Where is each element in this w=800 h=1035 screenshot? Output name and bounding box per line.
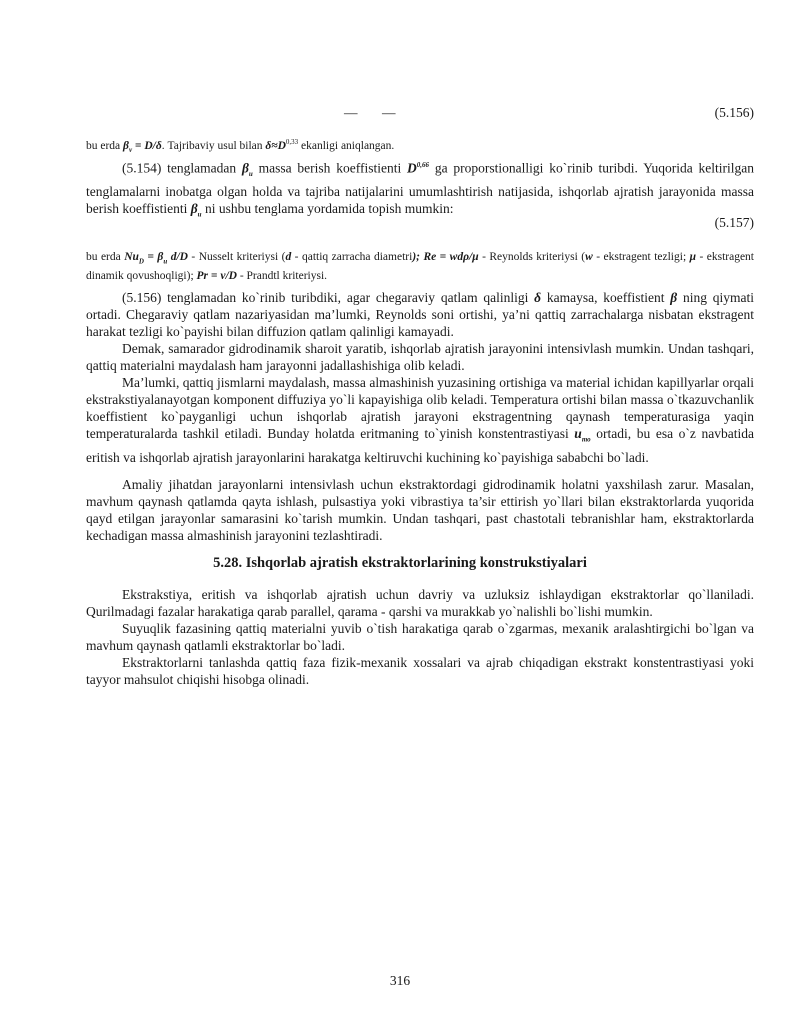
equation-5157 [86, 215, 754, 233]
paragraph-grinding: Ma’lumki, qattiq jismlarni maydalash, massa almashinish yuzasining ortishiga va material ichidan kapillyarlar orqali ekstrakstiyalanayotgan komponent diffuziya yo`li kapayishiga olib keladi. Temperatura ortishi bilan massa o`tkazuvchanlik koeffistient ko`payganligi uchun ishqorlab ajratish jarayoni ekstragentning qaynash temperaturasiga yaqin temperaturalarda tashkil etiladi. Bunday holatda eritmaning to`yinish konstentrastiyasi $u_{то}$ ortadi, bu esa o`z navbatida eritish va ishqorlab ajratish jarayonlarini harakatga keltiruvchi kuchining ko`payishiga sababchi bo`ladi. [86, 375, 754, 465]
section-heading: 5.28. Ishqorlab ajratish ekstraktorlarining konstrukstiyalari [213, 555, 587, 571]
equation-number: (5.156) [714, 105, 754, 120]
equation-dash: — [344, 105, 358, 120]
page-number: 316 [389, 973, 411, 988]
note-equation-5156: bu erda $\beta_\nu = D/\delta$. Tajribaviy usul bilan $\delta\approx D^{0,33}$ ekanligi aniqlangan. [86, 138, 395, 155]
equation-number: (5.157) [714, 215, 754, 230]
paragraph-intensification: Demak, samarador gidrodinamik sharoit yaratib, ishqorlab ajratish jarayonini intensivlash mumkin. Undan tashqari, qattiq materialni maydalash ham jarayonni jadallashishiga olib keladi. [86, 341, 754, 373]
note-equation-5157: bu erda $Nu_D = \beta_u$ d/D - Nusselt kriteriysi (d - qattiq zarracha diametri); Re = wdρ/μ - Reynolds kriteriysi (w - ekstragent tezligi; μ - ekstragent dinamik qovushoqligi); Pr = ν/D - Prandtl kriteriysi. [86, 251, 754, 283]
equation-dash: — [382, 105, 396, 120]
paragraph-selection: Ekstraktorlarni tanlashda qattiq faza fizik-mexanik xossalari va ajrab chiqadigan ekstrakt konstentrastiyasi yoki tayyor mahsulot chiqishi hisobga olinadi. [86, 655, 754, 687]
paragraph-extractors: Ekstrakstiya, eritish va ishqorlab ajratish uchun davriy va uzluksiz ishlaydigan ekstraktorlar qo`llaniladi. Qurilmadagi fazalar harakatiga qarab parallel, qarama - qarshi va murakkab yo`nalishli bo`lishi mumkin. [86, 587, 754, 619]
paragraph-hydrodynamics: Amaliy jihatdan jarayonlarni intensivlash uchun ekstraktordagi gidrodinamik holatni yaxshilash zarur. Masalan, mavhum qaynash qatlamda qayta ishlash, pulsastiya yoki vibrastiya ta’sir ettirish yo`llari bilan ekstraktorlarda yuqorida qayd etilgan jarayonlar samarasini ko`tarish mumkin. Undan tashqari, past chastotali tebranishlar ham, ekstraktorlarda kechadigan massa almashinish jarayonini tezlashtiradi. [86, 477, 754, 543]
paragraph-5154: (5.154) tenglamadan $\beta_u$ massa berish koeffistienti D$^{0,66}$ ga proporstionalligi ko`rinib turibdi. Yuqorida keltirilgan tenglamalarni inobatga olgan holda va tajriba natijalarini umumlashtirish natijasida, ishqorlab ajratish jarayonida massa berish koeffistienti $\beta_u$ ni ushbu tenglama yordamida topish mumkin: [86, 160, 754, 219]
equation-5156 [86, 105, 754, 123]
paragraph-liquid-phase: Suyuqlik fazasining qattiq materialni yuvib o`tish harakatiga qarab o`zgarmas, mexanik aralashtirgichi bo`lgan va mavhum qaynash qatlamli ekstraktorlar bo`ladi. [86, 621, 754, 653]
paragraph-boundary-layer: (5.156) tenglamadan ko`rinib turibdiki, agar chegaraviy qatlam qalinligi δ kamaysa, koeffistient β ning qiymati ortadi. Chegaraviy qatlam nazariyasidan ma’lumki, Reynolds soni ortishi, ya’ni qattiq zarrachalarga nisbatan ekstragent harakat tezligi ko`payishi bilan diffuzion qatlam qalinligi kamayadi. [86, 290, 754, 339]
